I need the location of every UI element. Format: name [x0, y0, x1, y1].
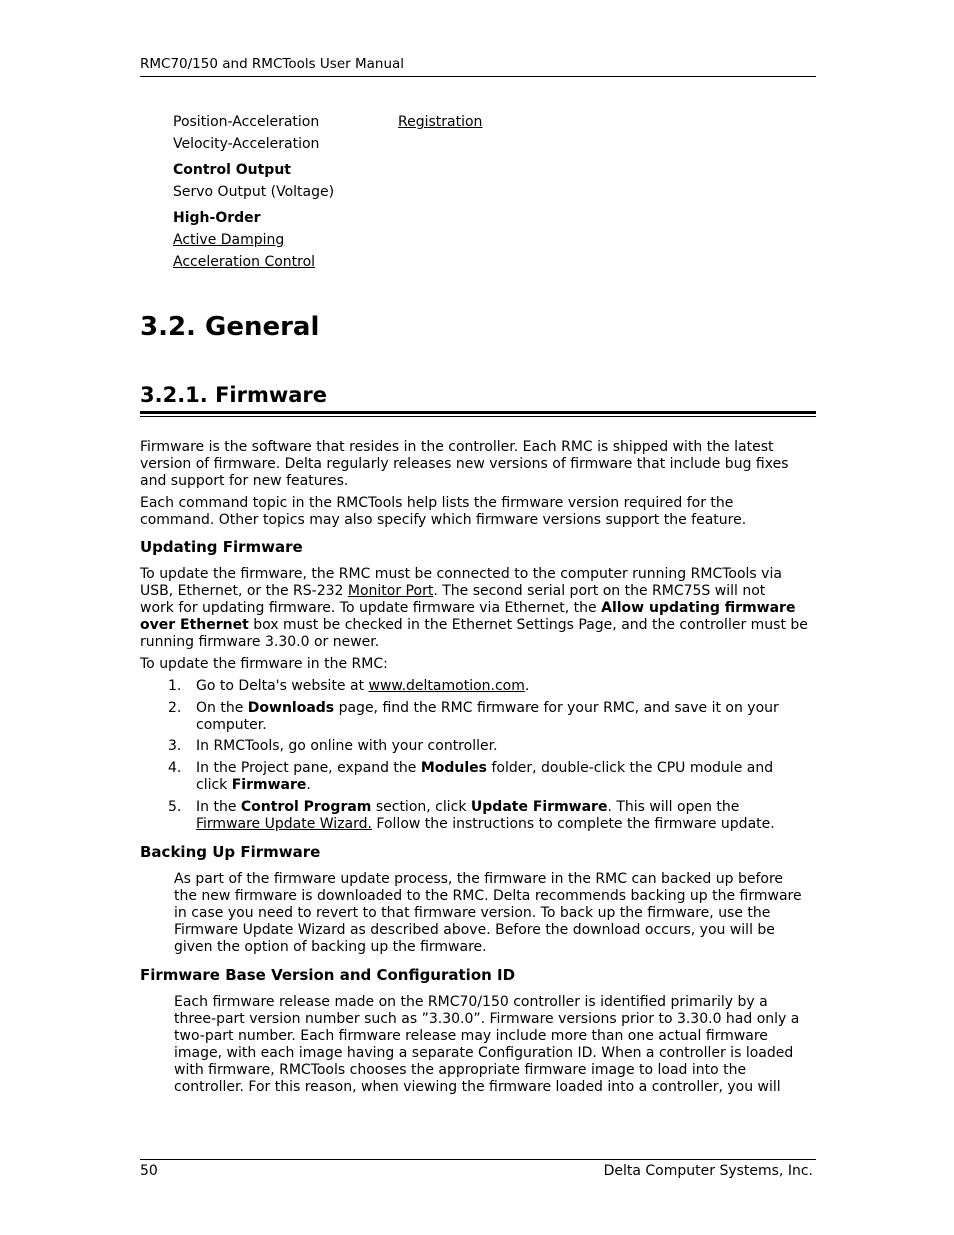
text-line: computer.: [196, 717, 267, 733]
list-item: Position-Acceleration: [173, 114, 320, 130]
text-line: in case you need to revert to that firmware version. To back up the firmware, use the: [174, 905, 771, 921]
list-group-heading: Control Output: [173, 162, 291, 178]
text-span: page, find the RMC firmware for your RMC, and save it on your: [334, 700, 779, 716]
paragraph: [140, 439, 816, 490]
footer-company: Delta Computer Systems, Inc.: [603, 1163, 813, 1179]
text-span: . The second serial port on the RMC75S will not: [433, 583, 766, 599]
text-line: [196, 760, 816, 777]
heading-rule: [140, 416, 816, 417]
bold-span: Allow updating firmware: [601, 600, 796, 616]
page-footer: [140, 1159, 816, 1179]
list-item: Servo Output (Voltage): [173, 184, 335, 200]
step-number: 5.: [168, 799, 182, 815]
subheading-updating-firmware: Updating Firmware: [140, 538, 303, 556]
paragraph: [174, 994, 816, 1096]
bold-span: over Ethernet: [140, 617, 249, 633]
bold-span: Downloads: [247, 700, 335, 716]
text-line: and support for new features.: [140, 473, 349, 489]
section-heading-firmware: 3.2.1. Firmware: [140, 383, 328, 407]
text-span: On the: [196, 700, 248, 716]
list-group-heading: High-Order: [173, 210, 261, 226]
text-line: Each firmware release made on the RMC70/150 controller is identified primarily by a: [174, 994, 768, 1010]
paragraph: [140, 566, 816, 651]
text-line: image, with each image having a separate Configuration ID. When a controller is loaded: [174, 1045, 794, 1061]
step-item: [196, 678, 816, 695]
text-line: version of firmware. Delta regularly releases new versions of firmware that include bug fixes: [140, 456, 789, 472]
text-line: two-part number. Each firmware release may include more than one actual firmware: [174, 1028, 768, 1044]
step-item: [196, 700, 816, 734]
text-span: In the: [196, 799, 241, 815]
text-span: folder, double-click the CPU module and: [487, 760, 774, 776]
text-span: Follow the instructions to complete the firmware update.: [371, 816, 775, 832]
link-monitor-port[interactable]: Monitor Port: [347, 583, 434, 599]
text-line: [196, 777, 816, 794]
text-line: [140, 617, 816, 634]
text-line: command. Other topics may also specify which firmware versions support the feature.: [140, 512, 747, 528]
text-line: [196, 700, 816, 717]
list-item: Velocity-Acceleration: [173, 136, 320, 152]
step-item: In RMCTools, go online with your controller.: [196, 738, 498, 754]
paragraph: [140, 495, 816, 529]
step-number: 1.: [168, 678, 182, 694]
text-line: [140, 600, 816, 617]
text-line: running firmware 3.30.0 or newer.: [140, 634, 380, 650]
subheading-backing-up-firmware: Backing Up Firmware: [140, 843, 321, 861]
text-span: .: [306, 777, 311, 793]
link-deltamotion[interactable]: www.deltamotion.com: [368, 678, 525, 694]
link-active-damping[interactable]: Active Damping: [173, 232, 285, 248]
text-line: three-part version number such as ”3.30.0”. Firmware versions prior to 3.30.0 had only a: [174, 1011, 800, 1027]
paragraph: [174, 871, 816, 956]
text-line: [196, 816, 816, 833]
heading-rule: [140, 411, 816, 414]
link-registration[interactable]: Registration: [398, 114, 483, 130]
text-line: Firmware Update Wizard as described above. Before the download occurs, you will be: [174, 922, 775, 938]
link-firmware-update-wizard[interactable]: Firmware Update Wizard.: [196, 816, 372, 832]
subheading-firmware-base-version: Firmware Base Version and Configuration ID: [140, 966, 516, 984]
text-line: controller. For this reason, when viewing the firmware loaded into a controller, you will: [174, 1079, 781, 1095]
text-span: . This will open the: [607, 799, 740, 815]
text-span: section, click: [371, 799, 471, 815]
text-line: Each command topic in the RMCTools help lists the firmware version required for the: [140, 495, 734, 511]
running-header: [140, 56, 816, 77]
steps-intro: To update the firmware in the RMC:: [140, 656, 388, 672]
text-span: USB, Ethernet, or the RS-232: [140, 583, 348, 599]
text-line: Firmware is the software that resides in the controller. Each RMC is shipped with the latest: [140, 439, 774, 455]
text-line: given the option of backing up the firmware.: [174, 939, 487, 955]
step-number: 4.: [168, 760, 182, 776]
bold-span: Control Program: [240, 799, 372, 815]
text-line: [140, 583, 816, 600]
bold-span: Update Firmware: [470, 799, 608, 815]
step-number: 2.: [168, 700, 182, 716]
text-span: .: [524, 678, 530, 694]
text-span: click: [196, 777, 232, 793]
page-number: 50: [140, 1163, 158, 1179]
text-span: In the Project pane, expand the: [196, 760, 421, 776]
link-acceleration-control[interactable]: Acceleration Control: [173, 254, 316, 270]
text-line: the new firmware is downloaded to the RMC. Delta recommends backing up the firmware: [174, 888, 802, 904]
step-item: [196, 799, 816, 833]
text-line: [196, 799, 816, 816]
bold-span: Modules: [420, 760, 488, 776]
text-span: box must be checked in the Ethernet Settings Page, and the controller must be: [248, 617, 808, 633]
header-title: RMC70/150 and RMCTools User Manual: [140, 56, 405, 72]
text-line: As part of the firmware update process, the firmware in the RMC can backed up before: [174, 871, 784, 887]
bold-span: Firmware: [231, 777, 307, 793]
section-heading-general: 3.2. General: [140, 312, 320, 342]
text-span: Go to Delta's website at: [196, 678, 369, 694]
step-number: 3.: [168, 738, 182, 754]
text-line: with firmware, RMCTools chooses the appropriate firmware image to load into the: [174, 1062, 747, 1078]
text-span: work for updating firmware. To update firmware via Ethernet, the: [140, 600, 602, 616]
step-item: [196, 760, 816, 794]
text-line: To update the firmware, the RMC must be connected to the computer running RMCTools via: [140, 566, 782, 582]
